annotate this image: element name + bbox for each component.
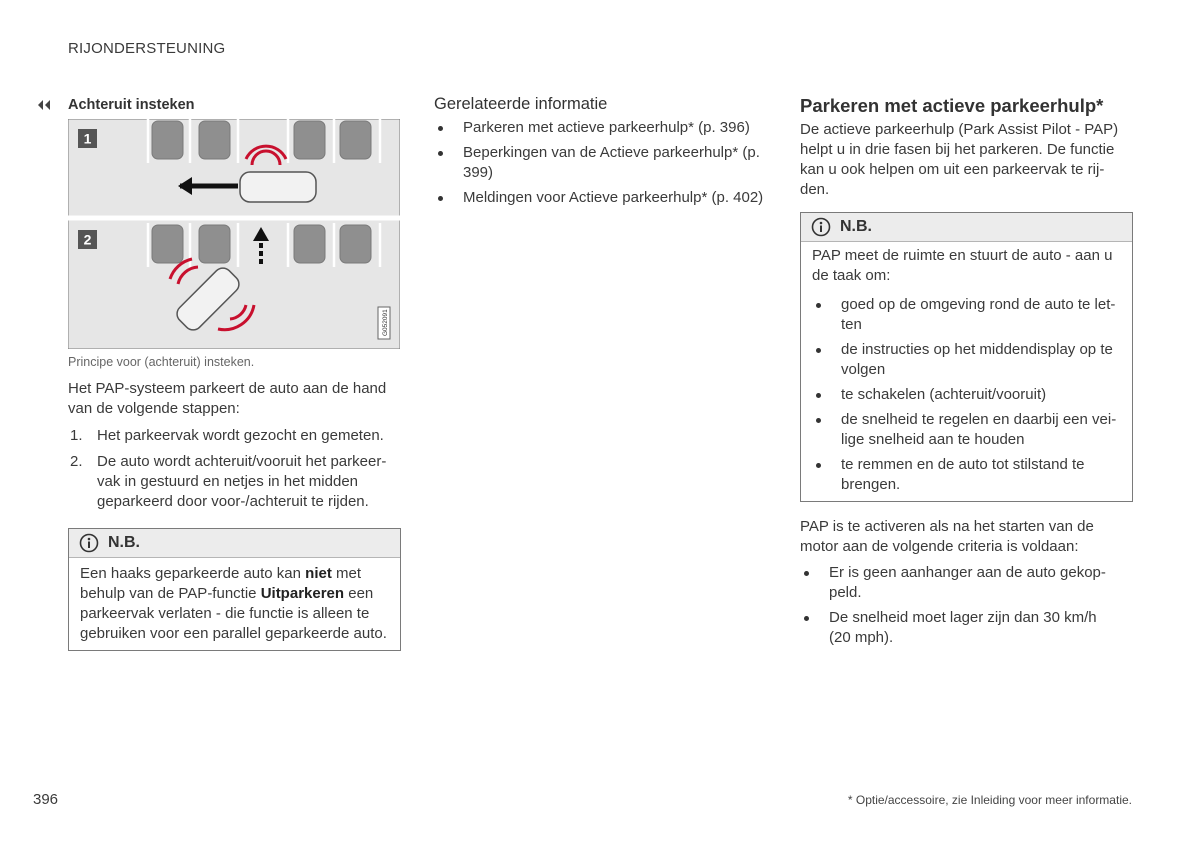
- section-heading: Achteruit insteken: [68, 97, 195, 113]
- list-item: 1. Het parkeervak wordt gezocht en gemeten.: [70, 427, 384, 444]
- previous-page-icon[interactable]: [35, 99, 53, 111]
- note-intro: PAP meet de ruimte en stuurt de auto - aan u de taak om:: [812, 247, 1113, 284]
- parking-illustration: [68, 119, 400, 349]
- list-item: goed op de omgeving rond de auto te let-ten: [812, 295, 1121, 335]
- related-heading: Gerelateerde informatie: [434, 95, 608, 113]
- info-icon: [811, 217, 831, 237]
- steps-list: [68, 426, 402, 518]
- criteria-list: [800, 563, 1120, 653]
- intro-paragraph: Het PAP-systeem parkeert de auto aan de hand van de volgende stappen:: [68, 380, 387, 417]
- note-label: N.B.: [840, 218, 872, 235]
- note-box: [800, 212, 1133, 502]
- step-label-2: 2: [83, 231, 92, 248]
- related-list: [434, 118, 764, 213]
- list-item: De snelheid moet lager zijn dan 30 km/h (20 mph).: [800, 608, 1120, 648]
- note-box: [68, 528, 401, 651]
- note-text: Een haaks geparkeerde auto kan niet met behulp van de PAP-functie Uitparkeren een parkeervak verlaten - die functie is alleen te gebruiken voor een parallel geparkeerde auto.: [80, 565, 387, 642]
- list-item: te remmen en de auto tot stilstand te brengen.: [812, 455, 1121, 495]
- note-label: N.B.: [108, 534, 140, 551]
- criteria-intro: PAP is te activeren als na het starten van de motor aan de volgende criteria is voldaan:: [800, 518, 1094, 555]
- figure-caption: Principe voor (achteruit) insteken.: [68, 355, 255, 369]
- related-link[interactable]: Beperkingen van de Actieve parkeerhulp* (p. 399): [434, 143, 764, 183]
- page-number: 396: [33, 791, 59, 808]
- page-title: Parkeren met actieve parkeerhulp*: [800, 95, 1104, 116]
- step-label-1: 1: [83, 130, 92, 147]
- info-icon: [79, 533, 99, 553]
- figure-code: G052091: [382, 309, 389, 336]
- list-item: te schakelen (achteruit/vooruit): [812, 385, 1121, 405]
- related-link[interactable]: Meldingen voor Actieve parkeerhulp* (p. 402): [434, 188, 764, 208]
- footnote: * Optie/accessoire, zie Inleiding voor meer informatie.: [847, 793, 1132, 807]
- intro-paragraph: De actieve parkeerhulp (Park Assist Pilot - PAP) helpt u in drie fasen bij het parkeren. De functie kan u ook helpen om uit een parkeervak te rij-den.: [800, 121, 1119, 198]
- list-item: de snelheid te regelen en daarbij een vei-lige snelheid aan te houden: [812, 410, 1121, 450]
- running-header: RIJONDERSTEUNING: [68, 40, 226, 57]
- related-link[interactable]: Parkeren met actieve parkeerhulp* (p. 396): [434, 118, 764, 138]
- list-item: de instructies op het middendisplay op te volgen: [812, 340, 1121, 380]
- list-item: Er is geen aanhanger aan de auto gekop-peld.: [800, 563, 1120, 603]
- note-list: [812, 295, 1121, 495]
- list-item: 2. De auto wordt achteruit/vooruit het parkeer-vak in gestuurd en netjes in het midden geparkeerd door voor-/achteruit te rijden.: [70, 453, 387, 510]
